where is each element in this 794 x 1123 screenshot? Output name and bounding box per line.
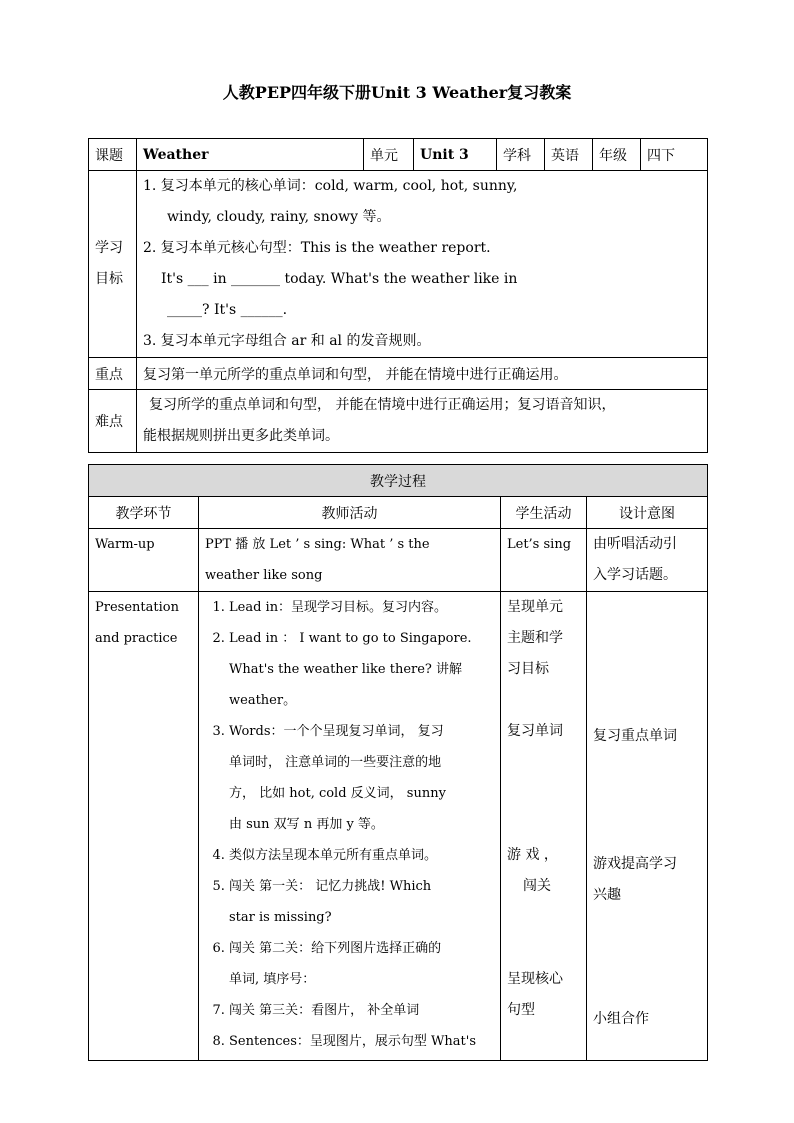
header-student: 学生活动 xyxy=(501,497,587,529)
topic-label: 课题 xyxy=(89,139,137,171)
teacher-step: 1. Lead in：呈现学习目标。复习内容。 xyxy=(229,592,494,623)
objectives-label: 学习 目标 xyxy=(89,171,137,358)
teacher-step: 6. 闯关 第二关：给下列图片选择正确的 单词, 填序号： xyxy=(229,933,494,995)
process-table xyxy=(88,464,708,1061)
warmup-stage: Warm-up xyxy=(89,529,199,592)
subject-label: 学科 xyxy=(497,139,545,171)
grade-label: 年级 xyxy=(593,139,641,171)
presentation-purpose: 复习重点单词 游戏提高学习 兴趣 小组合作 xyxy=(587,592,708,1061)
objective-line: It's ___ in _______ today. What's the weather like in xyxy=(161,271,518,287)
objective-line: 2. 复习本单元核心句型：This is the weather report. xyxy=(143,240,491,256)
process-banner: 教学过程 xyxy=(89,465,708,497)
teacher-step: 5. 闯关 第一关： 记忆力挑战! Which star is missing? xyxy=(229,871,494,933)
warmup-purpose: 由听唱活动引 入学习话题。 xyxy=(587,529,708,592)
subject-value: 英语 xyxy=(545,139,593,171)
objective-line: 3. 复习本单元字母组合 ar 和 al 的发音规则。 xyxy=(143,333,431,349)
difficulties-text: 复习所学的重点单词和句型， 并能在情境中进行正确运用；复习语音知识， 能根据规则拼出更多此类单词。 xyxy=(137,390,708,453)
teacher-step: 3. Words：一个个呈现复习单词， 复习 单词时， 注意单词的一些要注意的地 方， 比如 hot, cold 反义词， sunny 由 sun 双写 n 再加 y 等。 xyxy=(229,716,494,840)
warmup-teacher: PPT 播 放 Let ’ s sing: What ’ s the weather like song xyxy=(199,529,501,592)
difficulties-label: 难点 xyxy=(89,390,137,453)
presentation-row xyxy=(89,592,708,1061)
teacher-step: 2. Lead in ： I want to go to Singapore. What's the weather like there? 讲解 weather。 xyxy=(229,623,494,716)
warmup-row xyxy=(89,529,708,592)
header-teacher: 教师活动 xyxy=(199,497,501,529)
process-header-row xyxy=(89,497,708,529)
unit-value: Unit 3 xyxy=(414,139,497,171)
objective-line: windy, cloudy, rainy, snowy 等。 xyxy=(167,209,391,225)
difficulties-row xyxy=(89,390,708,453)
key-points-row xyxy=(89,358,708,390)
teacher-step: 8. Sentences：呈现图片，展示句型 What's xyxy=(229,1026,494,1057)
info-table xyxy=(88,138,708,453)
topic-value: Weather xyxy=(137,139,364,171)
objective-line: _____? It's ______. xyxy=(167,302,288,318)
presentation-student: 呈现单元 主题和学 习目标 复习单词 游 戏 ， 闯关 呈现核心 句型 xyxy=(501,592,587,1061)
objectives-row xyxy=(89,171,708,358)
header-stage: 教学环节 xyxy=(89,497,199,529)
warmup-student: Let’s sing xyxy=(501,529,587,592)
process-banner-row xyxy=(89,465,708,497)
header-purpose: 设计意图 xyxy=(587,497,708,529)
info-row xyxy=(89,139,708,171)
objectives-content xyxy=(137,171,708,358)
teacher-step: 4. 类似方法呈现本单元所有重点单词。 xyxy=(229,840,494,871)
key-points-label: 重点 xyxy=(89,358,137,390)
grade-value: 四下 xyxy=(641,139,708,171)
presentation-stage: Presentation and practice xyxy=(89,592,199,1061)
page-title: 人教PEP四年级下册Unit 3 Weather复习教案 xyxy=(222,83,572,102)
objective-line: 1. 复习本单元的核心单词：cold, warm, cool, hot, sunny, xyxy=(143,178,518,194)
key-points-text: 复习第一单元所学的重点单词和句型， 并能在情境中进行正确运用。 xyxy=(137,358,708,390)
presentation-teacher xyxy=(199,592,501,1061)
unit-label: 单元 xyxy=(364,139,414,171)
teacher-step: 7. 闯关 第三关：看图片， 补全单词 xyxy=(229,995,494,1026)
